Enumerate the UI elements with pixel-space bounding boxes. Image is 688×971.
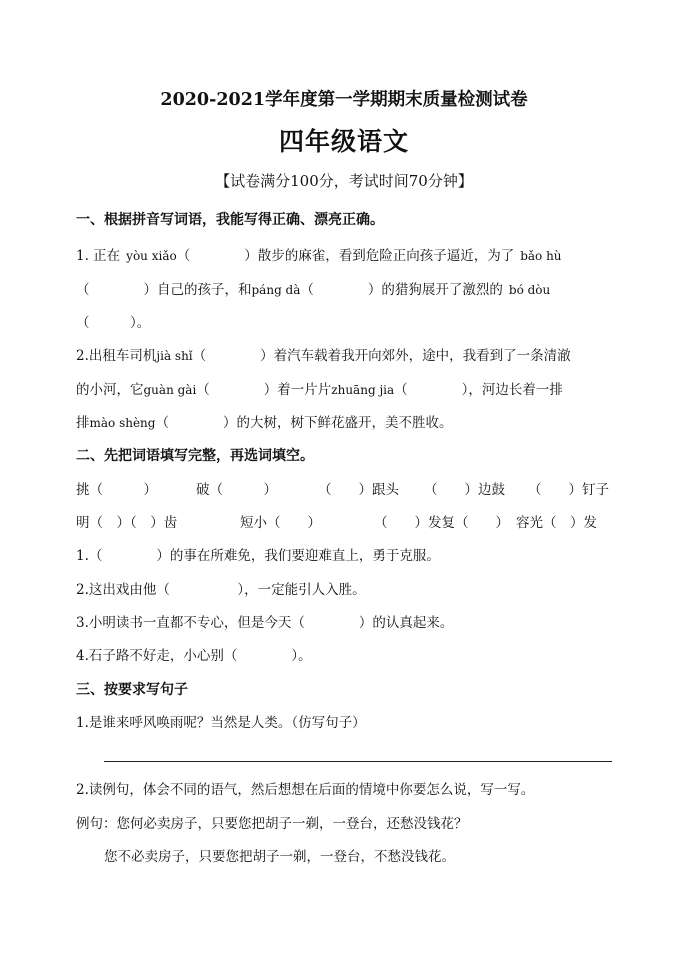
s1-q2-line1 [76, 347, 571, 365]
s1-q1-text: （ ）散步的麻雀，看到危险正向孩子逼近，为了 [176, 248, 515, 264]
example-sentence: 例句：您何必卖房子，只要您把胡子一剃，一登台，还愁没钱花？ [76, 816, 468, 832]
word-fill-item: （ ）跟头 [318, 482, 399, 498]
exam-info: 【试卷满分100分，考试时间70分钟】 [215, 172, 473, 190]
word-fill-item: （ ）钉子 [528, 482, 609, 498]
s2-question: 4.石子路不好走，小心别（ ）。 [76, 648, 312, 664]
s1-q2-line2 [76, 381, 563, 399]
answer-line[interactable] [104, 761, 612, 762]
s1-q2-text: 排 [76, 415, 90, 431]
s1-q2-text: 2.出租车司机 [76, 348, 157, 364]
section2-heading: 二、先把词语填写完整，再选词填空。 [76, 448, 314, 464]
word-fill-item: 破（ ） [196, 482, 277, 498]
word-fill-item: （ ）发复（ ） [374, 515, 509, 531]
s1-q1-line1 [76, 247, 562, 265]
s1-q1-text: （ ）的猎狗展开了激烈的 [300, 282, 503, 298]
s1-q2-text: 的小河，它 [76, 382, 144, 398]
word-fill-item: （ ）边鼓 [424, 482, 505, 498]
example-sentence: 您不必卖房子，只要您把胡子一剃，一登台，不愁没钱花。 [104, 849, 455, 865]
word-fill-item: 挑（ ） [76, 482, 157, 498]
s1-q1-text: （ ）自己的孩子，和 [76, 282, 252, 298]
pinyin: bó dòu [508, 283, 551, 297]
s1-q2-text: （ ）着汽车载着我开向郊外，途中，我看到了一条清澈 [192, 348, 571, 364]
s1-q1-line3: （ ）。 [76, 315, 151, 331]
pinyin: jià shǐ [156, 349, 193, 363]
s1-q2-text: （ ），河边长着一排 [394, 382, 563, 398]
pinyin: zhuāng jia [331, 383, 395, 397]
s2-question: 3.小明读书一直都不专心，但是今天（ ）的认真起来。 [76, 615, 454, 631]
s1-q2-text: （ ）的大树，树下鲜花盛开，美不胜收。 [155, 415, 453, 431]
pinyin: guàn gài [143, 383, 197, 397]
s2-question: 2.这出戏由他（ ），一定能引人入胜。 [76, 582, 366, 598]
word-fill-item: 容光（ ）发 [516, 515, 597, 531]
pinyin: mào shèng [89, 416, 156, 430]
word-fill-item: 短小（ ） [240, 515, 321, 531]
s1-q2-line3 [76, 414, 452, 432]
s3-question: 2.读例句，体会不同的语气，然后想想在后面的情境中你要怎么说，写一写。 [76, 782, 535, 798]
s1-q1-line2 [76, 281, 550, 299]
section3-heading: 三、按要求写句子 [76, 682, 188, 698]
word-fill-item: 明（ ）（ ）齿 [76, 515, 178, 531]
pinyin: páng dà [251, 283, 301, 297]
subject-title: 四年级语文 [278, 127, 409, 156]
s1-q1-text: 1. 正在 [76, 248, 121, 264]
s1-q2-text: （ ）着一片片 [196, 382, 332, 398]
s2-question: 1.（ ）的事在所难免，我们要迎难直上，勇于克服。 [76, 548, 440, 564]
pinyin: bǎo hù [520, 249, 562, 263]
pinyin: yòu xiǎo [126, 249, 177, 263]
exam-title: 2020-2021学年度第一学期期末质量检测试卷 [160, 90, 528, 110]
section1-heading: 一、根据拼音写词语，我能写得正确、漂亮正确。 [76, 212, 384, 228]
s3-question: 1.是谁来呼风唤雨呢？当然是人类。（仿写句子） [76, 715, 366, 731]
